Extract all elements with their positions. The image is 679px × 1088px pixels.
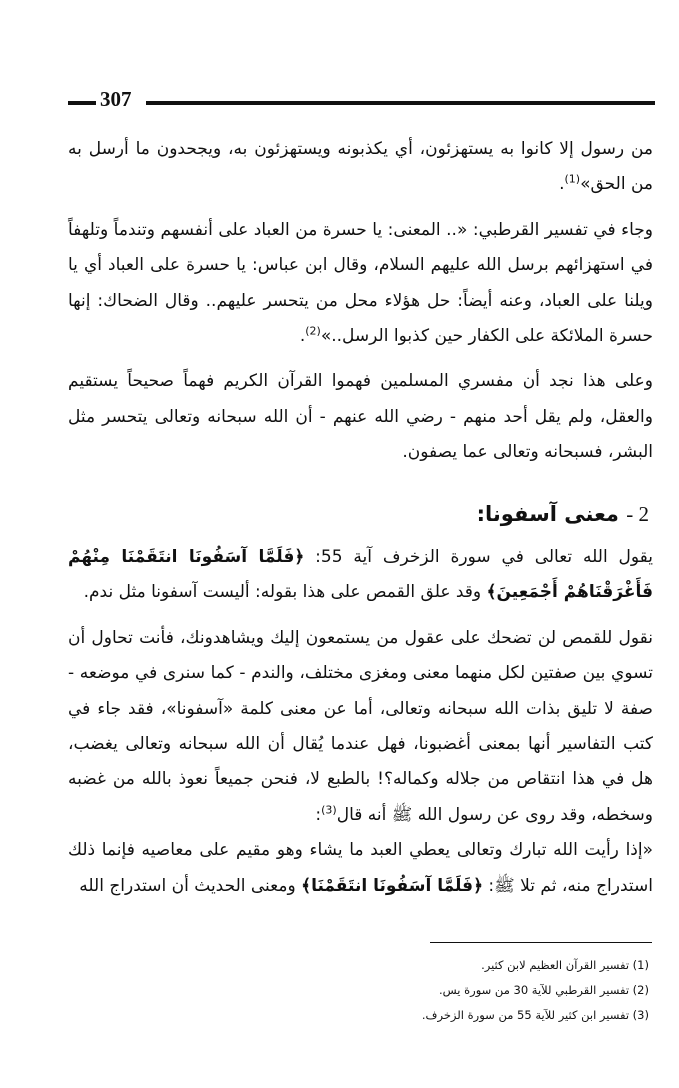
footnote-ref-3: (3) [321,803,337,817]
section-title: معنى آسفونا: [476,502,619,526]
paragraph-3: وعلى هذا نجد أن مفسري المسلمين فهموا القرآن الكريم فهماً صحيحاً يستقيم والعقل، ولم يقل أحد منهم - رضي الله عنهم - أن الله سبحانه وتعالى يتحسر مثل البشر، فسبحانه وتعالى عما يصفون. [68,371,653,463]
footnote-3: (3) تفسير ابن كثير للآية 55 من سورة الزخرف. [421,1008,649,1022]
paragraph-4: يقول الله تعالى في سورة الزخرف آية 55: ﴿فَلَمَّا آسَفُونَا انتَقَمْنَا مِنْهُمْ فَأَغْرَقْنَاهُمْ أَجْمَعِينَ﴾ وقد علق القمص على هذا بقوله: أليست آسفونا مثل ندم. [68,547,653,603]
footnote-ref-1: (1) [564,172,581,186]
paragraph-1: من رسول إلا كانوا به يستهزئون، أي يكذبونه ويستهزئون به، ويجحدون ما أرسل به من الحق»$^{(1)}$. [68,139,653,195]
footnote-ref-2: (2) [305,324,321,338]
footnotes [249,953,649,1028]
footnote-1: (1) تفسير القرآن العظيم لابن كثير. [481,958,649,972]
paragraph-6: «إذا رأيت الله تبارك وتعالى يعطي العبد ما يشاء وهو مقيم على معاصيه فإنما ذلك استدراج منه، ثم تلا ﷺ: ﴿فَلَمَّا آسَفُونَا انتَقَمْنَا﴾ ومعنى الحديث أن استدراج الله [68,840,653,896]
footnote-2: (2) تفسير القرطبي للآية 30 من سورة يس. [438,983,649,997]
body-text-bottom [68,540,653,904]
footnote-rule [430,942,652,943]
quran-verse-1: ﴿فَلَمَّا آسَفُونَا انتَقَمْنَا مِنْهُمْ فَأَغْرَقْنَاهُمْ أَجْمَعِينَ﴾ [68,547,653,603]
section-heading [477,500,649,528]
page-number: 307 [100,87,132,111]
header-rule-left [68,101,96,105]
paragraph-5: نقول للقمص لن تضحك على عقول من يستمعون إليك ويشاهدونك، فأنت تحاول أن تسوي بين صفتين لكل منهما معنى ومغزى مختلف، والندم - كما سنرى في موضعه - صفة لا تليق بذات الله سبحانه وتعالى، أما عن معنى كلمة «آسفونا»، فقد جاء في كتب التفاسير أنها بمعنى أغضبونا، فهل عندما يُقال أن الله سبحانه وتعالى يغضب، هل في هذا انتقاص من جلاله وكماله؟! بالطبع لا، فنحن جميعاً نعوذ بالله من غضبه وسخطه، وقد روى عن رسول الله ﷺ أنه قال$^{(3)}$: [68,627,653,825]
quran-verse-2: ﴿فَلَمَّا آسَفُونَا انتَقَمْنَا﴾ [301,875,484,896]
section-number: 2 - [626,502,649,526]
body-text-top [68,132,653,471]
paragraph-2: وجاء في تفسير القرطبي: «.. المعنى: يا حسرة من العباد على أنفسهم وتندماً وتلهفاً في استهزائهم برسل الله عليهم السلام، وقال ابن عباس: يا حسرة على العباد أي يا ويلنا على العباد، وعنه أيضاً: حل هؤلاء محل من يتحسر عليهم.. وقال الضحاك: إنها حسرة الملائكة على الكفار حين كذبوا الرسل..»$^{(2)}$. [68,219,653,347]
header-rule-right [146,101,655,105]
